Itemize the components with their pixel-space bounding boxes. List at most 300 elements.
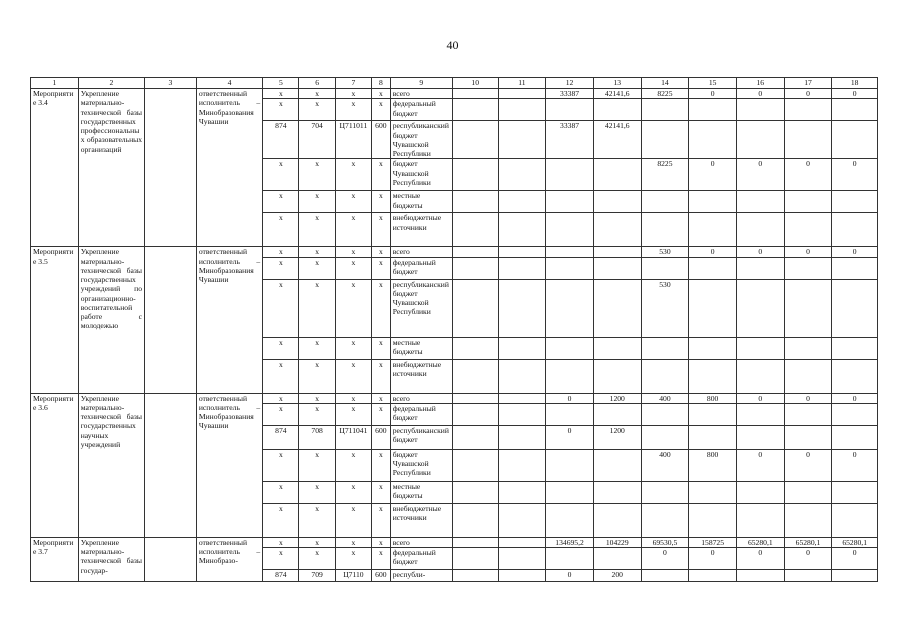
header-cell: 6: [299, 78, 335, 89]
code-cell: x: [263, 279, 299, 337]
amount-cell: [546, 403, 594, 425]
amount-cell: [641, 121, 689, 159]
code-cell: x: [263, 503, 299, 537]
code-cell: x: [372, 481, 391, 503]
amount-cell: [736, 481, 784, 503]
code-cell: x: [299, 191, 335, 213]
code-cell: x: [372, 257, 391, 279]
amount-cell: [498, 537, 546, 547]
code-cell: x: [372, 393, 391, 403]
code-cell: x: [299, 537, 335, 547]
code-cell: x: [372, 449, 391, 481]
amount-cell: 0: [784, 393, 832, 403]
budget-table-container: [30, 77, 878, 582]
funding-source-cell: всего: [390, 89, 452, 99]
funding-source-cell: всего: [390, 537, 452, 547]
amount-cell: [689, 337, 737, 359]
code-cell: x: [335, 449, 371, 481]
amount-cell: [689, 213, 737, 247]
amount-cell: [641, 213, 689, 247]
amount-cell: [832, 99, 878, 121]
amount-cell: 0: [784, 89, 832, 99]
code-cell: x: [372, 403, 391, 425]
amount-cell: [546, 359, 594, 393]
amount-cell: [689, 257, 737, 279]
funding-source-cell: республиканский бюджет: [390, 425, 452, 449]
amount-cell: [641, 425, 689, 449]
amount-cell: [736, 359, 784, 393]
code-cell: Ц7110: [335, 570, 371, 582]
code-cell: x: [335, 213, 371, 247]
amount-cell: [498, 121, 546, 159]
amount-cell: [546, 481, 594, 503]
amount-cell: [832, 481, 878, 503]
code-cell: x: [299, 403, 335, 425]
amount-cell: 0: [689, 548, 737, 570]
amount-cell: [689, 359, 737, 393]
header-cell: 7: [335, 78, 371, 89]
amount-cell: 0: [736, 159, 784, 191]
amount-cell: [452, 503, 498, 537]
col3-cell: [145, 537, 197, 581]
funding-source-cell: местные бюджеты: [390, 337, 452, 359]
amount-cell: [593, 159, 641, 191]
amount-cell: [452, 537, 498, 547]
amount-cell: [546, 548, 594, 570]
amount-cell: 104229: [593, 537, 641, 547]
amount-cell: [641, 481, 689, 503]
amount-cell: [641, 359, 689, 393]
code-cell: x: [335, 503, 371, 537]
measure-name-cell: Укрепление материально-технической базы государственных учреждений по организационно-воспитательной работе с молодежью: [78, 247, 144, 393]
funding-source-cell: республиканский бюджет Чувашской Республики: [390, 279, 452, 337]
amount-cell: 0: [736, 548, 784, 570]
amount-cell: [498, 570, 546, 582]
funding-source-cell: республиканский бюджет Чувашской Республики: [390, 121, 452, 159]
code-cell: x: [372, 337, 391, 359]
amount-cell: [832, 503, 878, 537]
amount-cell: [452, 481, 498, 503]
amount-cell: [784, 503, 832, 537]
amount-cell: [784, 481, 832, 503]
code-cell: x: [335, 537, 371, 547]
funding-source-cell: бюджет Чувашской Республики: [390, 159, 452, 191]
funding-source-cell: внебюджетные источники: [390, 359, 452, 393]
measure-cell: Мероприятие 3.4: [31, 89, 79, 247]
code-cell: x: [372, 191, 391, 213]
amount-cell: [641, 403, 689, 425]
amount-cell: [784, 570, 832, 582]
budget-table: [30, 77, 878, 582]
amount-cell: [498, 425, 546, 449]
code-cell: x: [263, 99, 299, 121]
funding-source-cell: местные бюджеты: [390, 191, 452, 213]
amount-cell: [784, 99, 832, 121]
code-cell: x: [299, 337, 335, 359]
amount-cell: [593, 257, 641, 279]
table-row: [31, 393, 878, 403]
amount-cell: 530: [641, 279, 689, 337]
code-cell: x: [335, 359, 371, 393]
amount-cell: 8225: [641, 89, 689, 99]
code-cell: 600: [372, 121, 391, 159]
code-cell: x: [335, 337, 371, 359]
measure-name-cell: Укрепление материально-технической базы государственных профессиональных образовательных организаций: [78, 89, 144, 247]
amount-cell: [736, 403, 784, 425]
amount-cell: [498, 548, 546, 570]
code-cell: x: [335, 191, 371, 213]
code-cell: Ц711041: [335, 425, 371, 449]
amount-cell: 0: [832, 548, 878, 570]
header-cell: 13: [593, 78, 641, 89]
code-cell: x: [299, 89, 335, 99]
funding-source-cell: бюджет Чувашской Республики: [390, 449, 452, 481]
amount-cell: 800: [689, 393, 737, 403]
code-cell: x: [372, 503, 391, 537]
code-cell: x: [372, 213, 391, 247]
code-cell: x: [335, 247, 371, 257]
measure-cell: Мероприятие 3.7: [31, 537, 79, 581]
col3-cell: [145, 247, 197, 393]
amount-cell: 69530,5: [641, 537, 689, 547]
amount-cell: [641, 191, 689, 213]
header-cell: 9: [390, 78, 452, 89]
code-cell: x: [372, 279, 391, 337]
amount-cell: [498, 449, 546, 481]
amount-cell: [832, 279, 878, 337]
amount-cell: [641, 503, 689, 537]
amount-cell: [689, 279, 737, 337]
amount-cell: [452, 359, 498, 393]
amount-cell: 0: [689, 89, 737, 99]
amount-cell: [689, 99, 737, 121]
code-cell: x: [372, 537, 391, 547]
measure-cell: Мероприятие 3.5: [31, 247, 79, 393]
header-cell: 16: [736, 78, 784, 89]
code-cell: x: [372, 159, 391, 191]
amount-cell: [452, 247, 498, 257]
code-cell: x: [263, 213, 299, 247]
amount-cell: [832, 403, 878, 425]
amount-cell: [784, 121, 832, 159]
code-cell: x: [335, 548, 371, 570]
amount-cell: [452, 393, 498, 403]
amount-cell: [452, 213, 498, 247]
amount-cell: [593, 403, 641, 425]
code-cell: x: [263, 537, 299, 547]
amount-cell: [498, 247, 546, 257]
amount-cell: 33387: [546, 89, 594, 99]
amount-cell: [736, 425, 784, 449]
code-cell: 704: [299, 121, 335, 159]
funding-source-cell: федеральный бюджет: [390, 99, 452, 121]
amount-cell: 0: [784, 159, 832, 191]
amount-cell: [784, 337, 832, 359]
amount-cell: 0: [736, 449, 784, 481]
code-cell: x: [263, 89, 299, 99]
code-cell: x: [299, 279, 335, 337]
amount-cell: 800: [689, 449, 737, 481]
amount-cell: [498, 337, 546, 359]
amount-cell: 200: [593, 570, 641, 582]
code-cell: x: [299, 257, 335, 279]
code-cell: x: [372, 359, 391, 393]
amount-cell: [736, 279, 784, 337]
amount-cell: [498, 191, 546, 213]
col3-cell: [145, 393, 197, 537]
amount-cell: [593, 359, 641, 393]
code-cell: x: [263, 481, 299, 503]
funding-source-cell: всего: [390, 393, 452, 403]
amount-cell: [498, 403, 546, 425]
code-cell: x: [299, 359, 335, 393]
amount-cell: [689, 503, 737, 537]
amount-cell: [452, 403, 498, 425]
measure-name-cell: Укрепление материально-технической базы государственных научных учреждений: [78, 393, 144, 537]
header-cell: 5: [263, 78, 299, 89]
code-cell: x: [335, 99, 371, 121]
code-cell: x: [299, 247, 335, 257]
amount-cell: 400: [641, 449, 689, 481]
amount-cell: [784, 257, 832, 279]
amount-cell: [736, 257, 784, 279]
amount-cell: [593, 279, 641, 337]
amount-cell: [498, 359, 546, 393]
amount-cell: [593, 449, 641, 481]
code-cell: x: [263, 191, 299, 213]
amount-cell: [452, 279, 498, 337]
amount-cell: [736, 121, 784, 159]
amount-cell: [593, 99, 641, 121]
amount-cell: 0: [736, 393, 784, 403]
amount-cell: 0: [689, 247, 737, 257]
code-cell: x: [299, 159, 335, 191]
measure-cell: Мероприятие 3.6: [31, 393, 79, 537]
amount-cell: [546, 159, 594, 191]
header-cell: 15: [689, 78, 737, 89]
header-cell: 12: [546, 78, 594, 89]
amount-cell: 0: [832, 89, 878, 99]
amount-cell: 0: [546, 393, 594, 403]
code-cell: x: [335, 257, 371, 279]
code-cell: x: [335, 159, 371, 191]
header-cell: 14: [641, 78, 689, 89]
amount-cell: [498, 89, 546, 99]
code-cell: 874: [263, 425, 299, 449]
amount-cell: [546, 257, 594, 279]
amount-cell: [736, 213, 784, 247]
amount-cell: [736, 337, 784, 359]
amount-cell: [784, 403, 832, 425]
amount-cell: [832, 359, 878, 393]
responsible-cell: ответственный исполнитель – Минобразования Чувашии: [196, 393, 262, 537]
amount-cell: [498, 503, 546, 537]
amount-cell: [546, 279, 594, 337]
code-cell: x: [372, 99, 391, 121]
amount-cell: 0: [546, 425, 594, 449]
header-cell: 11: [498, 78, 546, 89]
funding-source-cell: внебюджетные источники: [390, 503, 452, 537]
amount-cell: [452, 257, 498, 279]
amount-cell: [452, 337, 498, 359]
code-cell: x: [263, 359, 299, 393]
header-cell: 8: [372, 78, 391, 89]
amount-cell: [832, 337, 878, 359]
amount-cell: 42141,6: [593, 89, 641, 99]
code-cell: x: [299, 481, 335, 503]
amount-cell: [546, 247, 594, 257]
amount-cell: [593, 503, 641, 537]
code-cell: x: [335, 403, 371, 425]
header-cell: 4: [196, 78, 262, 89]
amount-cell: 0: [832, 159, 878, 191]
code-cell: x: [299, 548, 335, 570]
amount-cell: [452, 191, 498, 213]
amount-cell: 530: [641, 247, 689, 257]
amount-cell: 8225: [641, 159, 689, 191]
amount-cell: [784, 213, 832, 247]
code-cell: x: [299, 393, 335, 403]
code-cell: 874: [263, 121, 299, 159]
amount-cell: 0: [784, 449, 832, 481]
amount-cell: 1200: [593, 393, 641, 403]
amount-cell: [689, 481, 737, 503]
funding-source-cell: внебюджетные источники: [390, 213, 452, 247]
amount-cell: [689, 191, 737, 213]
amount-cell: 0: [641, 548, 689, 570]
amount-cell: [593, 548, 641, 570]
responsible-cell: ответственный исполнитель – Минобразования Чувашии: [196, 247, 262, 393]
code-cell: x: [299, 99, 335, 121]
amount-cell: 158725: [689, 537, 737, 547]
header-cell: 18: [832, 78, 878, 89]
amount-cell: [689, 403, 737, 425]
code-cell: x: [263, 337, 299, 359]
amount-cell: 0: [736, 89, 784, 99]
code-cell: x: [372, 548, 391, 570]
code-cell: x: [263, 449, 299, 481]
funding-source-cell: всего: [390, 247, 452, 257]
amount-cell: [593, 337, 641, 359]
col3-cell: [145, 89, 197, 247]
amount-cell: [689, 570, 737, 582]
amount-cell: [452, 425, 498, 449]
amount-cell: 65280,1: [832, 537, 878, 547]
measure-name-cell: Укрепление материально-технической базы государ-: [78, 537, 144, 581]
amount-cell: [832, 213, 878, 247]
amount-cell: 42141,6: [593, 121, 641, 159]
amount-cell: [546, 99, 594, 121]
code-cell: x: [263, 393, 299, 403]
code-cell: x: [335, 393, 371, 403]
amount-cell: [784, 191, 832, 213]
amount-cell: [689, 121, 737, 159]
amount-cell: 65280,1: [736, 537, 784, 547]
amount-cell: [498, 279, 546, 337]
amount-cell: [546, 503, 594, 537]
code-cell: x: [299, 503, 335, 537]
funding-source-cell: федеральный бюджет: [390, 403, 452, 425]
code-cell: 600: [372, 425, 391, 449]
code-cell: 709: [299, 570, 335, 582]
amount-cell: [498, 213, 546, 247]
amount-cell: [498, 481, 546, 503]
amount-cell: [452, 570, 498, 582]
amount-cell: [641, 99, 689, 121]
amount-cell: 0: [689, 159, 737, 191]
amount-cell: [832, 121, 878, 159]
table-row: [31, 89, 878, 99]
code-cell: 874: [263, 570, 299, 582]
amount-cell: 1200: [593, 425, 641, 449]
table-row: [31, 537, 878, 547]
code-cell: x: [263, 403, 299, 425]
page-number: 40: [446, 38, 459, 52]
amount-cell: [736, 99, 784, 121]
amount-cell: [641, 570, 689, 582]
funding-source-cell: федеральный бюджет: [390, 257, 452, 279]
amount-cell: 400: [641, 393, 689, 403]
amount-cell: [546, 191, 594, 213]
amount-cell: [736, 570, 784, 582]
amount-cell: [784, 359, 832, 393]
amount-cell: [546, 449, 594, 481]
amount-cell: 33387: [546, 121, 594, 159]
amount-cell: 65280,1: [784, 537, 832, 547]
code-cell: Ц711011: [335, 121, 371, 159]
amount-cell: 0: [832, 247, 878, 257]
header-cell: 2: [78, 78, 144, 89]
amount-cell: [498, 159, 546, 191]
amount-cell: 0: [784, 548, 832, 570]
amount-cell: [832, 425, 878, 449]
funding-source-cell: местные бюджеты: [390, 481, 452, 503]
amount-cell: [593, 191, 641, 213]
amount-cell: [736, 191, 784, 213]
code-cell: x: [299, 213, 335, 247]
code-cell: 708: [299, 425, 335, 449]
amount-cell: [498, 393, 546, 403]
amount-cell: [832, 570, 878, 582]
amount-cell: [689, 425, 737, 449]
amount-cell: [641, 337, 689, 359]
responsible-cell: ответственный исполнитель – Минобразо-: [196, 537, 262, 581]
amount-cell: 134695,2: [546, 537, 594, 547]
amount-cell: [593, 481, 641, 503]
code-cell: x: [372, 89, 391, 99]
code-cell: x: [372, 247, 391, 257]
header-cell: 1: [31, 78, 79, 89]
amount-cell: 0: [736, 247, 784, 257]
amount-cell: [832, 191, 878, 213]
code-cell: x: [299, 449, 335, 481]
responsible-cell: ответственный исполнитель – Минобразования Чувашии: [196, 89, 262, 247]
amount-cell: [593, 247, 641, 257]
amount-cell: [452, 159, 498, 191]
amount-cell: [546, 337, 594, 359]
code-cell: x: [263, 257, 299, 279]
header-row: [31, 78, 878, 89]
amount-cell: 0: [546, 570, 594, 582]
funding-source-cell: федеральный бюджет: [390, 548, 452, 570]
header-cell: 3: [145, 78, 197, 89]
amount-cell: [546, 213, 594, 247]
code-cell: x: [335, 89, 371, 99]
amount-cell: 0: [832, 393, 878, 403]
amount-cell: [641, 257, 689, 279]
amount-cell: [736, 503, 784, 537]
code-cell: x: [335, 481, 371, 503]
